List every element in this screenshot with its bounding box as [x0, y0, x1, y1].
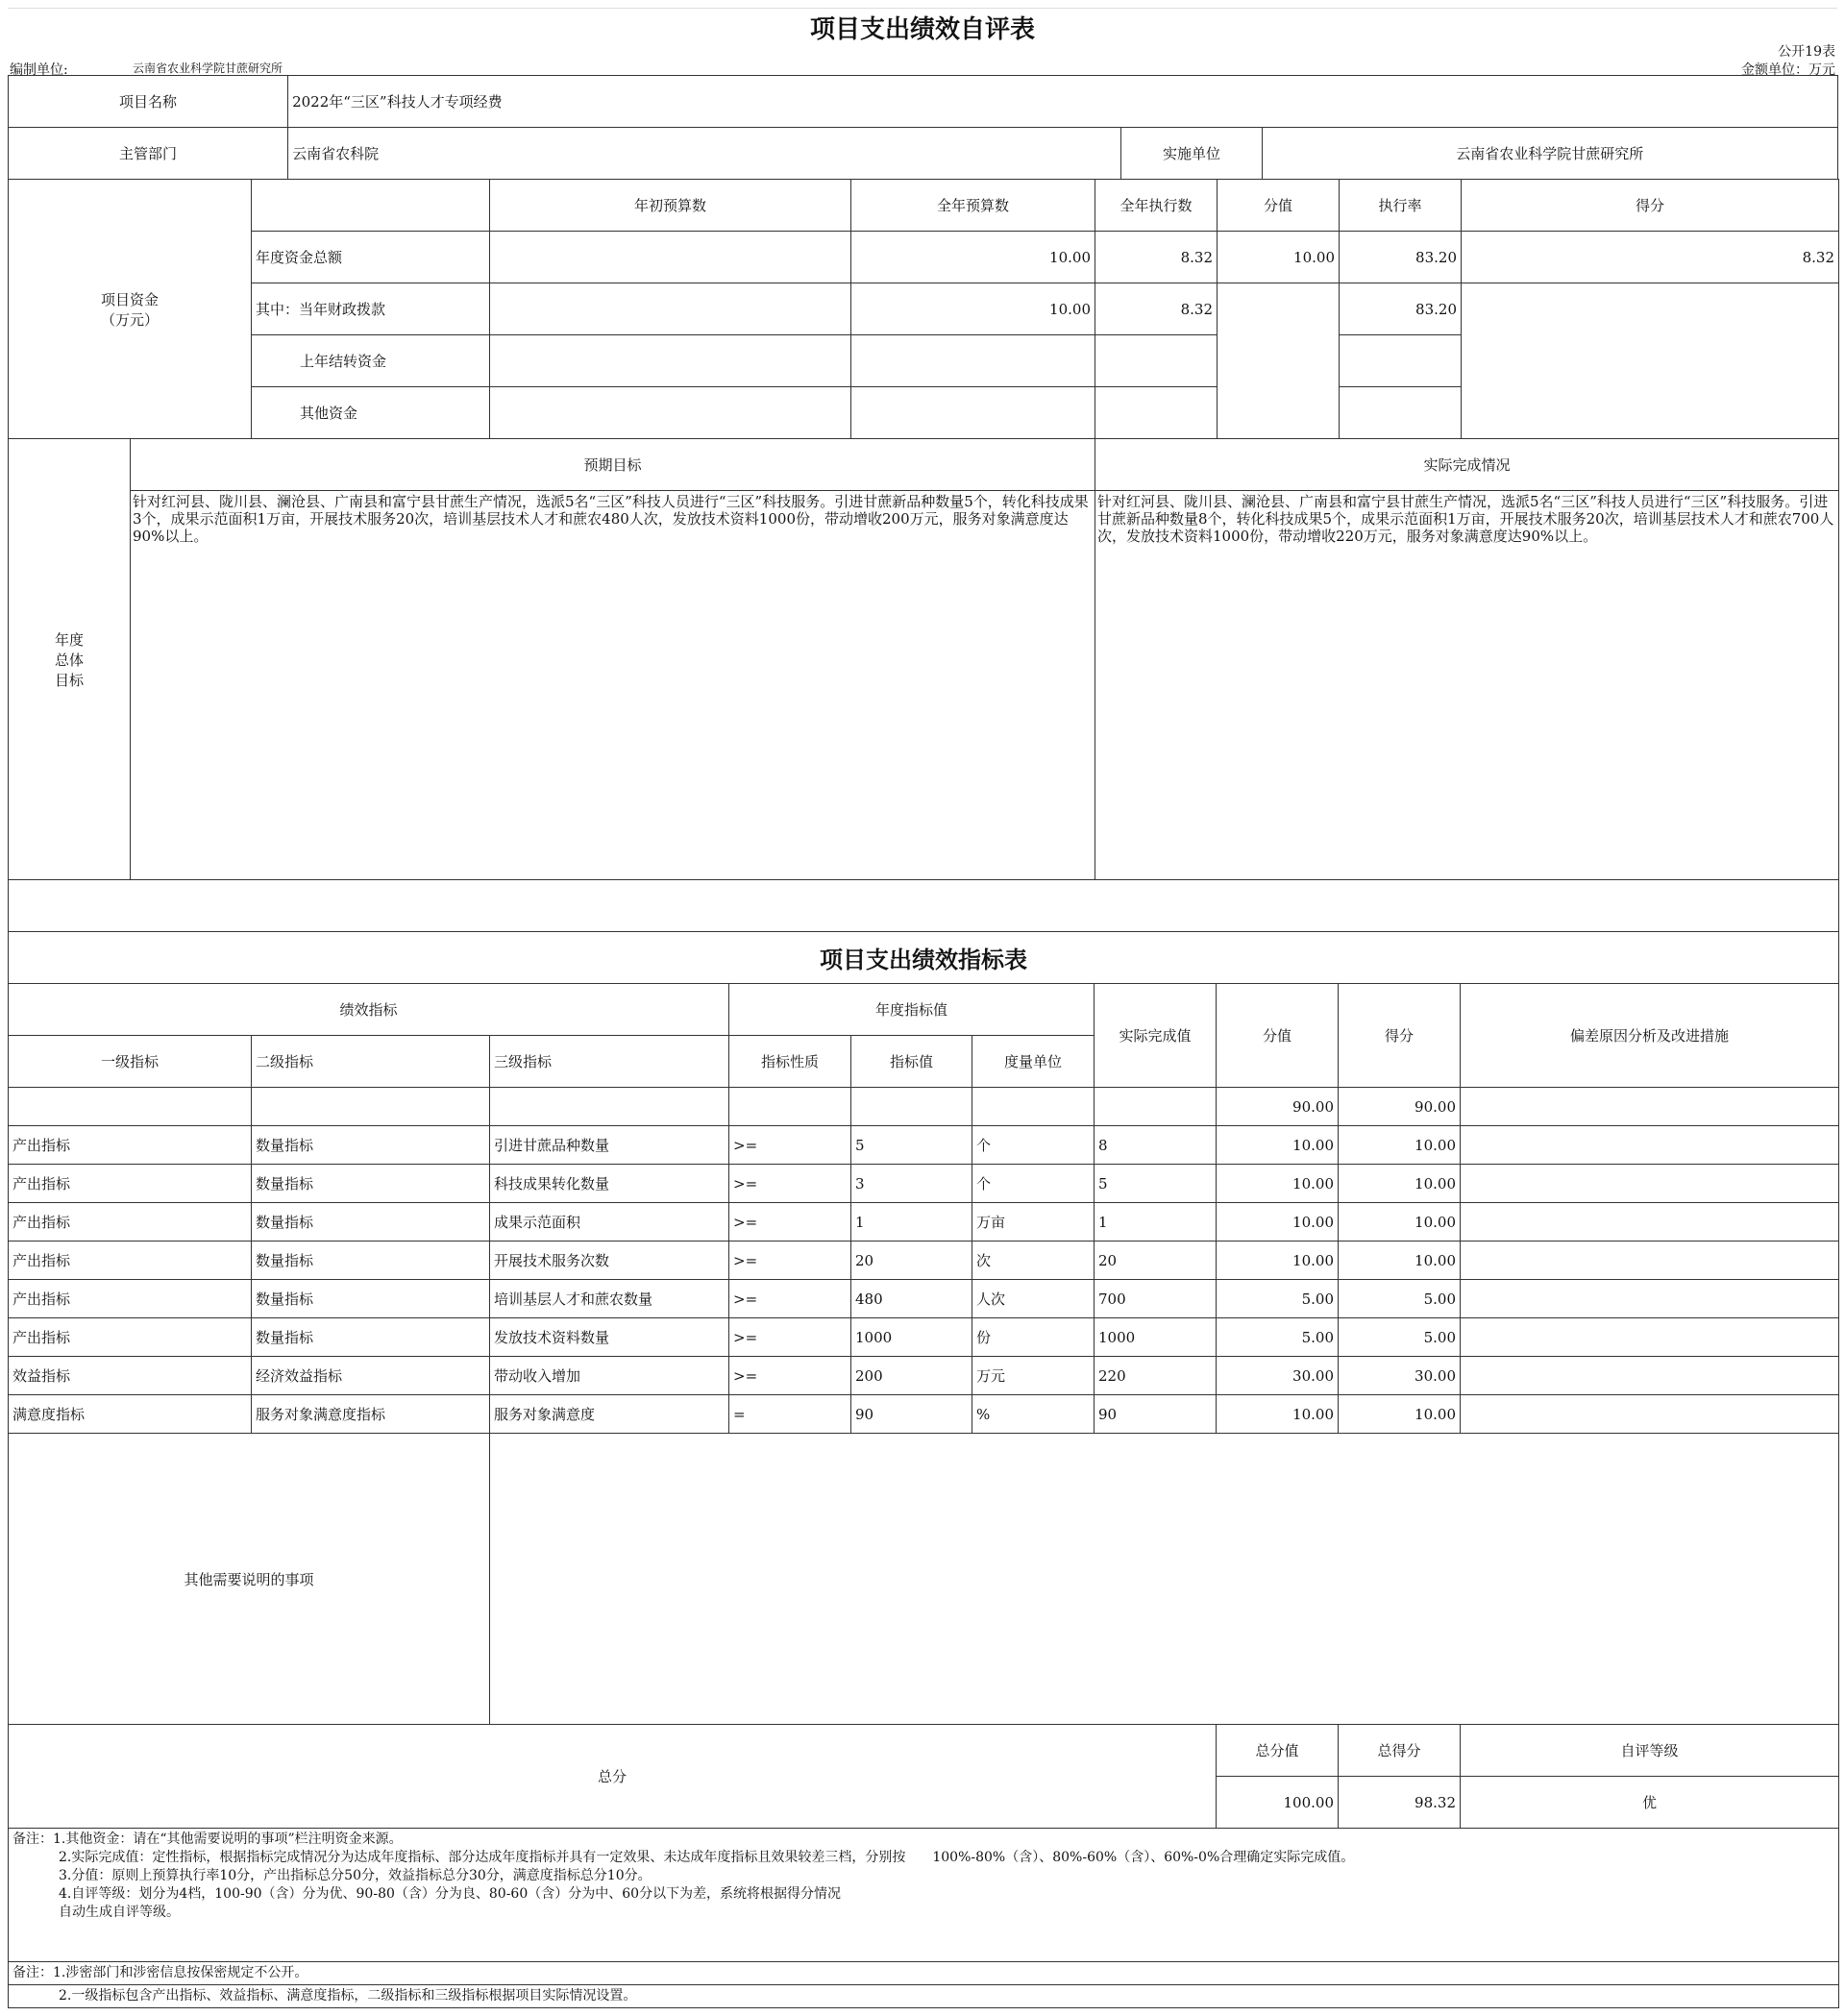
cell-value: 30.00	[1217, 1357, 1339, 1395]
cell-l1: 满意度指标	[9, 1395, 252, 1434]
note-line: 4.自评等级：划分为4档，100-90（含）分为优、90-80（含）分为良、80-60（含）分为中、60分以下为差，系统将根据得分情况	[59, 1886, 842, 1902]
table-row	[9, 1165, 1839, 1203]
funds-score-blank	[1462, 283, 1839, 439]
cell-reason	[1461, 1126, 1839, 1165]
funds-header-rate: 执行率	[1340, 180, 1462, 232]
cell-l3: 服务对象满意度	[490, 1395, 729, 1434]
funds-header-score: 得分	[1462, 180, 1839, 232]
funds-executed: 8.32	[1095, 232, 1218, 283]
blank-cell	[972, 1088, 1095, 1126]
cell-target: 1000	[851, 1318, 972, 1357]
cell-score: 5.00	[1339, 1280, 1461, 1318]
self-eval-level: 优	[1461, 1777, 1839, 1829]
notes-block-3	[9, 1985, 1839, 2008]
amount-unit: 金额单位：万元	[1741, 62, 1835, 78]
cell-nature: >=	[729, 1242, 851, 1280]
funds-rate: 83.20	[1340, 283, 1462, 335]
funds-score-value: 10.00	[1218, 232, 1340, 283]
cell-target: 90	[851, 1395, 972, 1434]
funds-score: 8.32	[1462, 232, 1839, 283]
cell-l3: 带动收入增加	[490, 1357, 729, 1395]
cell-l2: 数量指标	[252, 1318, 490, 1357]
goals-actual-label: 实际完成情况	[1095, 439, 1839, 491]
funds-initial	[490, 283, 851, 335]
cell-target: 200	[851, 1357, 972, 1395]
cell-reason	[1461, 1280, 1839, 1318]
funds-label: 项目资金 （万元）	[9, 180, 252, 439]
cell-actual: 8	[1095, 1126, 1217, 1165]
funds-annual	[851, 335, 1095, 387]
cell-value: 10.00	[1217, 1395, 1339, 1434]
table-row	[9, 1242, 1839, 1280]
cell-unit: 人次	[972, 1280, 1095, 1318]
note-line: 备注：1.其他资金：请在“其他需要说明的事项”栏注明资金来源。	[12, 1832, 403, 1847]
h-perf: 绩效指标	[9, 984, 729, 1036]
cell-value: 10.00	[1217, 1242, 1339, 1280]
funds-annual: 10.00	[851, 232, 1095, 283]
funds-initial	[490, 232, 851, 283]
cell-unit: 个	[972, 1165, 1095, 1203]
table-row	[9, 1203, 1839, 1242]
cell-nature: >=	[729, 1165, 851, 1203]
cell-unit: 次	[972, 1242, 1095, 1280]
top-rule	[8, 8, 1837, 9]
note-line: 备注：1.涉密部门和涉密信息按保密规定不公开。	[12, 1965, 308, 1980]
funds-header-annual: 全年预算数	[851, 180, 1095, 232]
funds-header-score-value: 分值	[1218, 180, 1340, 232]
total-value-label: 总分值	[1217, 1725, 1339, 1777]
funds-table	[8, 179, 1839, 439]
cell-l1: 产出指标	[9, 1242, 252, 1280]
cell-l1: 产出指标	[9, 1318, 252, 1357]
cell-value: 10.00	[1217, 1126, 1339, 1165]
cell-l2: 经济效益指标	[252, 1357, 490, 1395]
h-target: 指标值	[851, 1036, 972, 1088]
indicators-title: 项目支出绩效指标表	[9, 932, 1839, 984]
goals-actual-text: 针对红河县、陇川县、澜沧县、广南县和富宁县甘蔗生产情况，选派5名“三区”科技人员进行“三区”科技服务。引进甘蔗新品种数量8个，转化科技成果5个，成果示范面积1万亩，开展技术服务20次，培训基层技术人才和蔗农700人次，发放技术资料1000份，带动增收220万元，服务对象满意度达90%以上。	[1095, 491, 1839, 880]
note-line: 2.一级指标包含产出指标、效益指标、满意度指标，二级指标和三级指标根据项目实际情况设置。	[59, 1988, 637, 2004]
h-level2: 二级指标	[252, 1036, 490, 1088]
cell-score: 10.00	[1339, 1165, 1461, 1203]
indicators-total-value: 90.00	[1217, 1088, 1339, 1126]
cell-l2: 数量指标	[252, 1203, 490, 1242]
cell-unit: 万亩	[972, 1203, 1095, 1242]
funds-score-value-blank	[1218, 283, 1340, 439]
funds-annual: 10.00	[851, 283, 1095, 335]
cell-target: 1	[851, 1203, 972, 1242]
cell-value: 5.00	[1217, 1318, 1339, 1357]
h-nature: 指标性质	[729, 1036, 851, 1088]
note-line: 3.分值：原则上预算执行率10分，产出指标总分50分，效益指标总分30分，满意度指标总分10分。	[59, 1868, 652, 1883]
table-row	[9, 1126, 1839, 1165]
total-score: 98.32	[1339, 1777, 1461, 1829]
blank-cell	[729, 1088, 851, 1126]
funds-initial	[490, 387, 851, 439]
cell-actual: 1000	[1095, 1318, 1217, 1357]
cell-l3: 发放技术资料数量	[490, 1318, 729, 1357]
cell-l2: 数量指标	[252, 1242, 490, 1280]
funds-rate: 83.20	[1340, 232, 1462, 283]
cell-l2: 数量指标	[252, 1126, 490, 1165]
indicators-table	[8, 931, 1839, 2008]
cell-target: 5	[851, 1126, 972, 1165]
page-title: 项目支出绩效自评表	[809, 15, 1035, 44]
cell-actual: 220	[1095, 1357, 1217, 1395]
notes-block-1	[9, 1829, 1839, 1962]
indicators-total-row	[9, 1088, 1839, 1126]
funds-row-total	[9, 232, 1839, 283]
goals-expected-text: 针对红河县、陇川县、澜沧县、广南县和富宁县甘蔗生产情况，选派5名“三区”科技人员进行“三区”科技服务。引进甘蔗新品种数量5个，转化科技成果3个，成果示范面积1万亩，开展技术服务20次，培训基层技术人才和蔗农480人次，发放技术资料1000份，带动增收200万元，服务对象满意度达90%以上。	[131, 491, 1095, 880]
cell-l3: 培训基层人才和蔗农数量	[490, 1280, 729, 1318]
table-row	[9, 1357, 1839, 1395]
indicators-total-score: 90.00	[1339, 1088, 1461, 1126]
cell-nature: >=	[729, 1357, 851, 1395]
h-level3: 三级指标	[490, 1036, 729, 1088]
funds-executed	[1095, 387, 1218, 439]
cell-unit: 万元	[972, 1357, 1095, 1395]
cell-score: 10.00	[1339, 1126, 1461, 1165]
cell-l1: 产出指标	[9, 1203, 252, 1242]
cell-target: 20	[851, 1242, 972, 1280]
other-label: 其他需要说明的事项	[9, 1434, 490, 1725]
cell-nature: >=	[729, 1203, 851, 1242]
cell-nature: >=	[729, 1280, 851, 1318]
cell-actual: 5	[1095, 1165, 1217, 1203]
cell-reason	[1461, 1395, 1839, 1434]
funds-header-initial: 年初预算数	[490, 180, 851, 232]
h-reason: 偏差原因分析及改进措施	[1461, 984, 1839, 1088]
cell-score: 10.00	[1339, 1242, 1461, 1280]
total-score-label: 总得分	[1339, 1725, 1461, 1777]
cell-target: 480	[851, 1280, 972, 1318]
goals-expected-label: 预期目标	[131, 439, 1095, 491]
impl-label: 实施单位	[1121, 128, 1262, 180]
cell-reason	[1461, 1242, 1839, 1280]
self-evaluation-table	[8, 75, 1838, 180]
dept-value: 云南省农科院	[288, 128, 1121, 180]
cell-actual: 700	[1095, 1280, 1217, 1318]
cell-value: 10.00	[1217, 1165, 1339, 1203]
dept-label: 主管部门	[9, 128, 288, 180]
project-name: 2022年“三区”科技人才专项经费	[288, 76, 1838, 128]
cell-value: 10.00	[1217, 1203, 1339, 1242]
cell-score: 10.00	[1339, 1395, 1461, 1434]
blank-cell	[1095, 1088, 1217, 1126]
cell-target: 3	[851, 1165, 972, 1203]
cell-nature: =	[729, 1395, 851, 1434]
cell-l2: 数量指标	[252, 1165, 490, 1203]
cell-l3: 引进甘蔗品种数量	[490, 1126, 729, 1165]
cell-actual: 20	[1095, 1242, 1217, 1280]
blank-cell	[9, 1088, 252, 1126]
cell-actual: 1	[1095, 1203, 1217, 1242]
table-row	[9, 1318, 1839, 1357]
blank-cell	[252, 1088, 490, 1126]
funds-row-label: 其他资金	[252, 387, 490, 439]
cell-l1: 产出指标	[9, 1165, 252, 1203]
blank-cell	[1461, 1088, 1839, 1126]
cell-l1: 效益指标	[9, 1357, 252, 1395]
cell-l1: 产出指标	[9, 1126, 252, 1165]
note-line: 自动生成自评等级。	[59, 1905, 180, 1920]
impl-value: 云南省农业科学院甘蔗研究所	[1262, 128, 1837, 180]
h-actual: 实际完成值	[1095, 984, 1217, 1088]
cell-nature: >=	[729, 1126, 851, 1165]
funds-executed	[1095, 335, 1218, 387]
goals-label: 年度 总体 目标	[9, 439, 131, 880]
blank-cell	[851, 1088, 972, 1126]
h-annual: 年度指标值	[729, 984, 1095, 1036]
funds-row-label: 其中：当年财政拨款	[252, 283, 490, 335]
unit-value: 云南省农业科学院甘蔗研究所	[133, 61, 283, 75]
cell-l3: 开展技术服务次数	[490, 1242, 729, 1280]
other-content	[490, 1434, 1839, 1725]
cell-reason	[1461, 1203, 1839, 1242]
cell-reason	[1461, 1165, 1839, 1203]
blank-cell	[490, 1088, 729, 1126]
unit-label: 编制单位:	[10, 62, 68, 78]
cell-actual: 90	[1095, 1395, 1217, 1434]
cell-unit: 份	[972, 1318, 1095, 1357]
form-number: 公开19表	[1778, 44, 1835, 60]
level-label: 自评等级	[1461, 1725, 1839, 1777]
cell-unit: 个	[972, 1126, 1095, 1165]
funds-executed: 8.32	[1095, 283, 1218, 335]
cell-l3: 科技成果转化数量	[490, 1165, 729, 1203]
funds-row-label: 年度资金总额	[252, 232, 490, 283]
table-row	[9, 1280, 1839, 1318]
total-value: 100.00	[1217, 1777, 1339, 1829]
note-line: 2.实际完成值：定性指标，根据指标完成情况分为达成年度指标、部分达成年度指标并具有一定效果、未达成年度指标且效果较差三档，分别按 100%-80%（含）、80%-60%（含）、60%-0%合理确定实际完成值。	[59, 1850, 1355, 1865]
cell-value: 5.00	[1217, 1280, 1339, 1318]
cell-l1: 产出指标	[9, 1280, 252, 1318]
funds-initial	[490, 335, 851, 387]
funds-annual	[851, 387, 1095, 439]
funds-row-fiscal	[9, 283, 1839, 335]
table-row	[9, 1395, 1839, 1434]
cell-l2: 服务对象满意度指标	[252, 1395, 490, 1434]
goals-table	[8, 438, 1839, 932]
funds-header-executed: 全年执行数	[1095, 180, 1218, 232]
funds-row-label: 上年结转资金	[252, 335, 490, 387]
cell-score: 30.00	[1339, 1357, 1461, 1395]
h-value: 分值	[1217, 984, 1339, 1088]
funds-rate	[1340, 335, 1462, 387]
cell-l3: 成果示范面积	[490, 1203, 729, 1242]
h-level1: 一级指标	[9, 1036, 252, 1088]
cell-unit: %	[972, 1395, 1095, 1434]
funds-rate	[1340, 387, 1462, 439]
total-label: 总分	[9, 1725, 1217, 1829]
cell-l2: 数量指标	[252, 1280, 490, 1318]
project-name-label: 项目名称	[9, 76, 288, 128]
cell-score: 5.00	[1339, 1318, 1461, 1357]
spacer-row	[9, 880, 1839, 932]
funds-header-blank	[252, 180, 490, 232]
cell-reason	[1461, 1318, 1839, 1357]
h-score: 得分	[1339, 984, 1461, 1088]
cell-reason	[1461, 1357, 1839, 1395]
h-unit: 度量单位	[972, 1036, 1095, 1088]
notes-block-2	[9, 1962, 1839, 1985]
cell-score: 10.00	[1339, 1203, 1461, 1242]
cell-nature: >=	[729, 1318, 851, 1357]
